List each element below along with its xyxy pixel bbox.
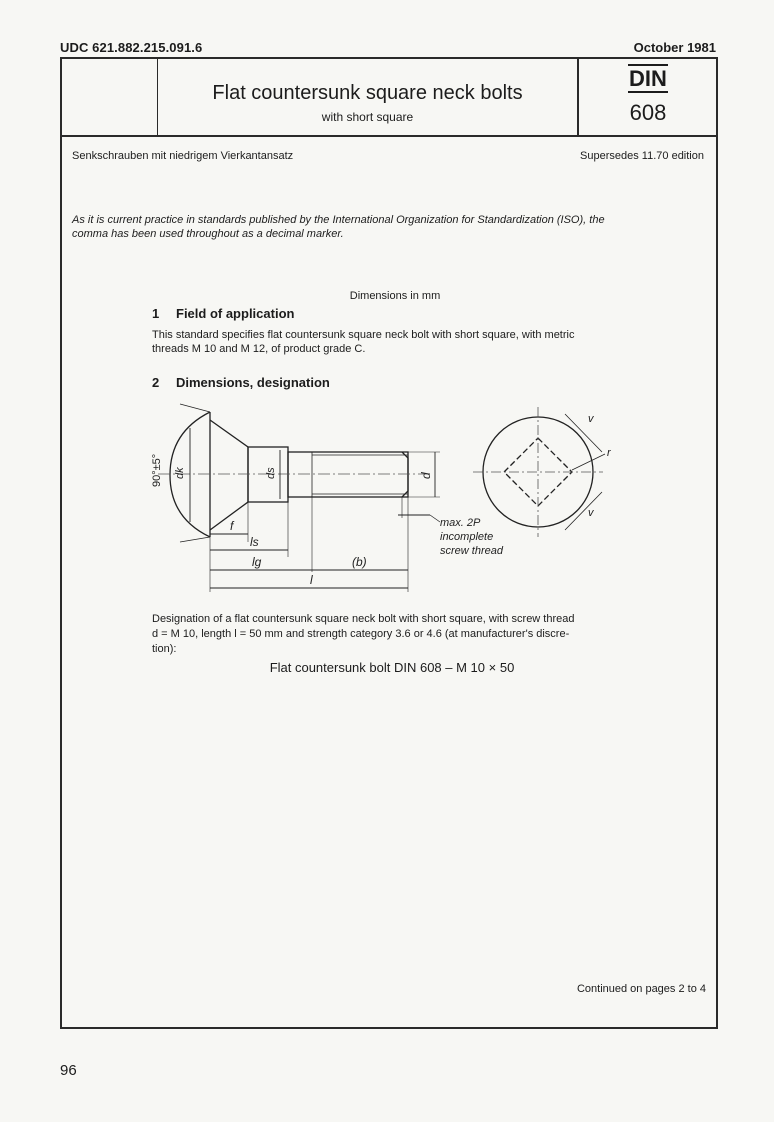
head-cone	[210, 420, 248, 530]
page-title: Flat countersunk square neck bolts	[212, 82, 523, 104]
note-max-2p: max. 2P	[440, 517, 481, 529]
ls-label: ls	[250, 535, 259, 549]
publication-date: October 1981	[633, 40, 716, 55]
section-1-number: 1	[152, 306, 160, 321]
page-subtitle: with short square	[321, 110, 414, 124]
german-title: Senkschrauben mit niedrigem Vierkantansatz	[72, 150, 294, 162]
f-label: f	[230, 519, 234, 533]
section-2-heading	[152, 375, 330, 390]
designation-example: Flat countersunk bolt DIN 608 – M 10 × 50	[269, 660, 515, 675]
section-2-title: Dimensions, designation	[176, 375, 330, 390]
b-label: (b)	[352, 555, 367, 569]
ds-label: ds	[265, 467, 277, 479]
v-label-upper: v	[588, 413, 594, 425]
designation-line-1: Designation of a flat countersunk square neck bolt with short square, with screw thread	[152, 613, 575, 625]
iso-note-line-2: comma has been used throughout as a decimal marker.	[72, 228, 344, 240]
header-right-divider	[577, 57, 579, 136]
din-label: DIN	[629, 66, 667, 91]
designation-line-2: d = M 10, length l = 50 mm and strength category 3.6 or 4.6 (at manufacturer's discre-	[152, 628, 570, 640]
section-1-text	[152, 328, 632, 356]
dk-label: dk	[174, 467, 186, 479]
v-dim-upper	[565, 414, 602, 452]
note-screw-thread: screw thread	[440, 545, 503, 557]
page-number: 96	[60, 1062, 77, 1079]
l-label: l	[310, 573, 313, 587]
section-1-line-1: This standard specifies flat countersunk square neck bolt with short square, with metric	[152, 329, 575, 341]
bolt-drawing	[140, 392, 630, 602]
v-dim-lower	[565, 492, 602, 530]
r-leader	[572, 454, 605, 470]
v-label-lower: v	[588, 507, 594, 519]
shank	[288, 452, 408, 497]
din-logo	[580, 68, 716, 90]
note-incomplete: incomplete	[440, 531, 494, 543]
chamfer	[402, 452, 408, 497]
designation-line-3: tion):	[152, 643, 177, 655]
supersedes-note: Supersedes 11.70 edition	[580, 150, 704, 162]
iso-note	[72, 213, 692, 241]
iso-note-line-1: As it is current practice in standards published by the International Organization for Standardization (ISO), the	[72, 214, 605, 226]
section-1-line-2: threads M 10 and M 12, of product grade C.	[152, 343, 366, 355]
header-divider	[60, 135, 718, 137]
designation-text	[152, 612, 632, 657]
d-label: d	[419, 472, 433, 479]
lg-label: lg	[252, 555, 262, 569]
section-1-title: Field of application	[176, 306, 295, 321]
angle-label: 90°±5°	[151, 453, 163, 487]
udc-number: UDC 621.882.215.091.6	[60, 40, 203, 55]
section-1-heading	[152, 306, 294, 321]
dimensions-note: Dimensions in mm	[349, 290, 441, 302]
section-2-number: 2	[152, 375, 160, 390]
r-label: r	[607, 447, 611, 459]
continued-note: Continued on pages 2 to 4	[576, 983, 706, 995]
din-number: 608	[629, 100, 667, 125]
